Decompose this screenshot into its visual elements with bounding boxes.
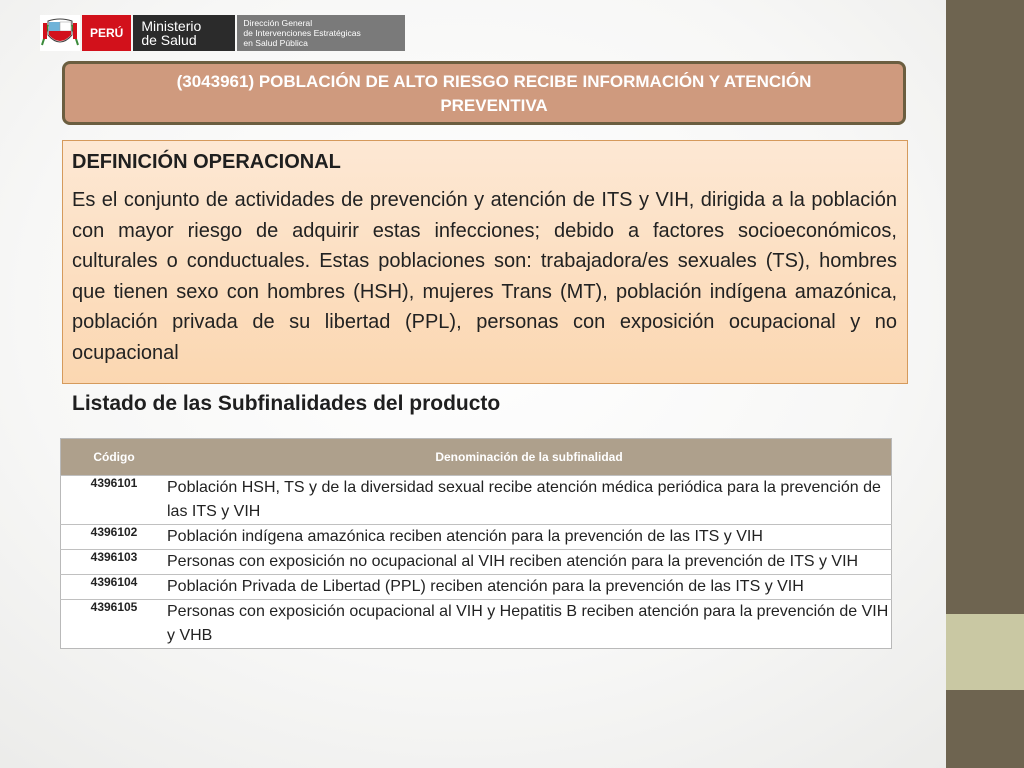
table-row (61, 525, 892, 550)
subfinalities-table (60, 438, 892, 649)
table-row (61, 575, 892, 600)
directorate-line1: Dirección General (243, 18, 313, 28)
row-code: 4396101 (61, 476, 168, 525)
ministry-name-line2: de Salud (141, 32, 197, 48)
directorate-name (237, 15, 405, 51)
definition-text: Es el conjunto de actividades de prevención y atención de ITS y VIH, dirigida a la población con mayor riesgo de adquirir estas infecciones; debido a factores socioeconómicos, culturales o conductuales. Estas poblaciones son: trabajadora/es sexuales (TS), hombres que tienen sexo con hombres (HSH), mujeres Trans (MT), población indígena amazónica, población privada de su libertad (PPL), personas con exposición ocupacional y no ocupacional (72, 189, 897, 364)
column-header-description: Denominación de la subfinalidad (167, 439, 892, 476)
table-row (61, 476, 892, 525)
subfinalities-heading: Listado de las Subfinalidades del producto (72, 392, 501, 415)
table-row (61, 600, 892, 649)
slide-title: (3043961) POBLACIÓN DE ALTO RIESGO RECIBE INFORMACIÓN Y ATENCIÓN PREVENTIVA (62, 61, 906, 125)
definition-heading: DEFINICIÓN OPERACIONAL (72, 151, 341, 173)
ministry-name (133, 15, 235, 51)
ministry-name-line1: Ministerio (141, 18, 202, 34)
row-code: 4396103 (61, 550, 168, 575)
row-description: Personas con exposición ocupacional al VIH y Hepatitis B reciben atención para la prevención de VIH y VHB (167, 600, 892, 649)
row-description: Población HSH, TS y de la diversidad sexual recibe atención médica periódica para la prevención de las ITS y VIH (167, 476, 892, 525)
row-description: Personas con exposición no ocupacional al VIH reciben atención para la prevención de ITS y VIH (167, 550, 892, 575)
row-description: Población Privada de Libertad (PPL) reciben atención para la prevención de las ITS y VIH (167, 575, 892, 600)
table-header-row (61, 439, 892, 476)
directorate-line3: en Salud Pública (243, 38, 308, 48)
row-code: 4396104 (61, 575, 168, 600)
row-code: 4396105 (61, 600, 168, 649)
row-code: 4396102 (61, 525, 168, 550)
table-row (61, 550, 892, 575)
directorate-line2: de Intervenciones Estratégicas (243, 28, 361, 38)
row-description: Población indígena amazónica reciben atención para la prevención de las ITS y VIH (167, 525, 892, 550)
right-bar-accent (946, 614, 1024, 690)
peru-coat-of-arms-icon (40, 15, 80, 51)
definition-box (62, 140, 908, 384)
ministry-logo (40, 14, 405, 52)
column-header-code: Código (61, 439, 168, 476)
right-decorative-bar (946, 0, 1024, 768)
peru-label: PERÚ (82, 15, 131, 51)
